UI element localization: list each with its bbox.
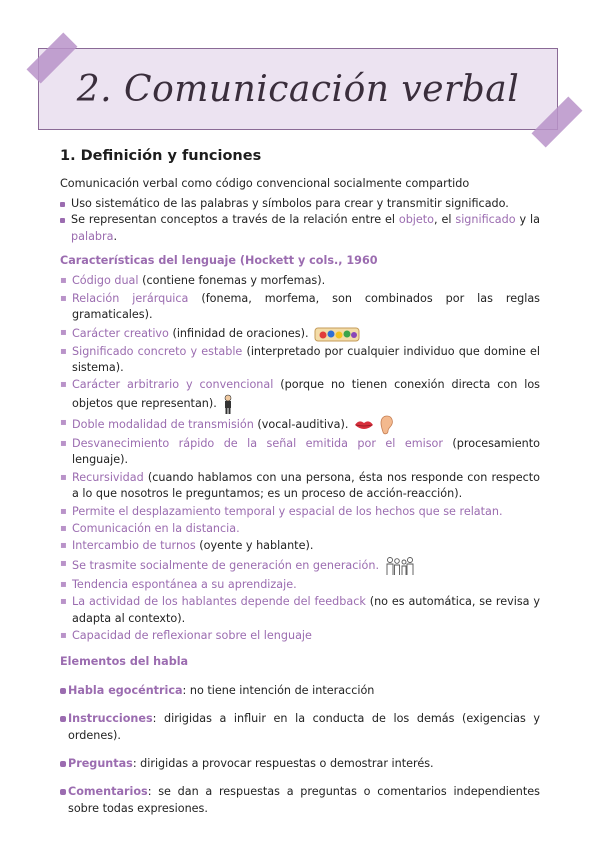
intro-text: Comunicación verbal como código convencional socialmente compartido bbox=[60, 177, 470, 191]
speech-elements-list bbox=[60, 683, 540, 817]
list-item: ▪ Capacidad de reflexionar sobre el lenguaje bbox=[60, 628, 540, 644]
content bbox=[60, 148, 540, 823]
list-item: ▪ Relación jerárquica (fonema, morfema, son combinados por las reglas gramaticales). bbox=[60, 291, 540, 324]
list-item: ▪ La actividad de los hablantes depende del feedback (no es automática, se revisa y adapta al contexto). bbox=[60, 594, 540, 627]
list-item: Habla egocéntrica: no tiene intención de interacción bbox=[60, 683, 540, 699]
list-item: ▪ Carácter creativo (infinidad de oraciones). bbox=[60, 325, 540, 343]
characteristics-heading: Características del lenguaje (Hockett y cols., 1960 bbox=[60, 254, 378, 268]
speech-elements-heading: Elementos del habla bbox=[60, 655, 189, 669]
list-item: ▪ Recursividad (cuando hablamos con una persona, ésta nos responde con respecto a lo que nosotros le preguntamos; es un proceso de acción-reacción). bbox=[60, 470, 540, 503]
list-item: Comentarios: se dan a respuestas a preguntas o comentarios independientes sobre todas expresiones. bbox=[60, 784, 540, 817]
list-item: Uso sistemático de las palabras y símbolos para crear y transmitir significado. bbox=[60, 196, 540, 212]
palette-icon bbox=[314, 325, 360, 343]
title-banner bbox=[38, 48, 558, 130]
list-item: ▪ Permite el desplazamiento temporal y espacial de los hechos que se relatan. bbox=[60, 504, 540, 520]
section-heading: 1. Definición y funciones bbox=[60, 148, 262, 164]
keyword: significado bbox=[455, 213, 516, 227]
ear-icon bbox=[380, 415, 394, 435]
list-item: Se representan conceptos a través de la relación entre el objeto, el significado y la palabra. bbox=[60, 212, 540, 245]
page-title: 2. Comunicación verbal bbox=[76, 69, 520, 110]
list-item: ▪ Intercambio de turnos (oyente y hablante). bbox=[60, 538, 540, 554]
list-item: ▪ Carácter arbitrario y convencional (porque no tienen conexión directa con los objetos que representan). bbox=[60, 377, 540, 413]
list-item: Preguntas: dirigidas a provocar respuestas o demostrar interés. bbox=[60, 756, 540, 772]
list-item: ▪ Se trasmite socialmente de generación en generación. bbox=[60, 556, 540, 576]
list-item: ▪ Desvanecimiento rápido de la señal emitida por el emisor (procesamiento lenguaje). bbox=[60, 436, 540, 469]
keyword: palabra bbox=[71, 229, 114, 243]
list-item: ▪ Tendencia espontánea a su aprendizaje. bbox=[60, 577, 540, 593]
characteristics-list bbox=[60, 273, 540, 644]
list-item: ▪ Doble modalidad de transmisión (vocal-auditiva). bbox=[60, 415, 540, 435]
keyword: objeto bbox=[398, 213, 435, 227]
family-icon bbox=[385, 556, 415, 576]
lips-icon bbox=[354, 419, 374, 431]
list-item: Instrucciones: dirigidas a influir en la conducta de los demás (exigencias y ordenes). bbox=[60, 711, 540, 744]
list-item: ▪ Comunicación en la distancia. bbox=[60, 521, 540, 537]
list-item: ▪ Código dual (contiene fonemas y morfemas). bbox=[60, 273, 540, 289]
list-item: ▪ Significado concreto y estable (interpretado por cualquier individuo que domine el sistema). bbox=[60, 344, 540, 377]
definition-list bbox=[60, 196, 540, 245]
person-icon bbox=[222, 394, 234, 414]
